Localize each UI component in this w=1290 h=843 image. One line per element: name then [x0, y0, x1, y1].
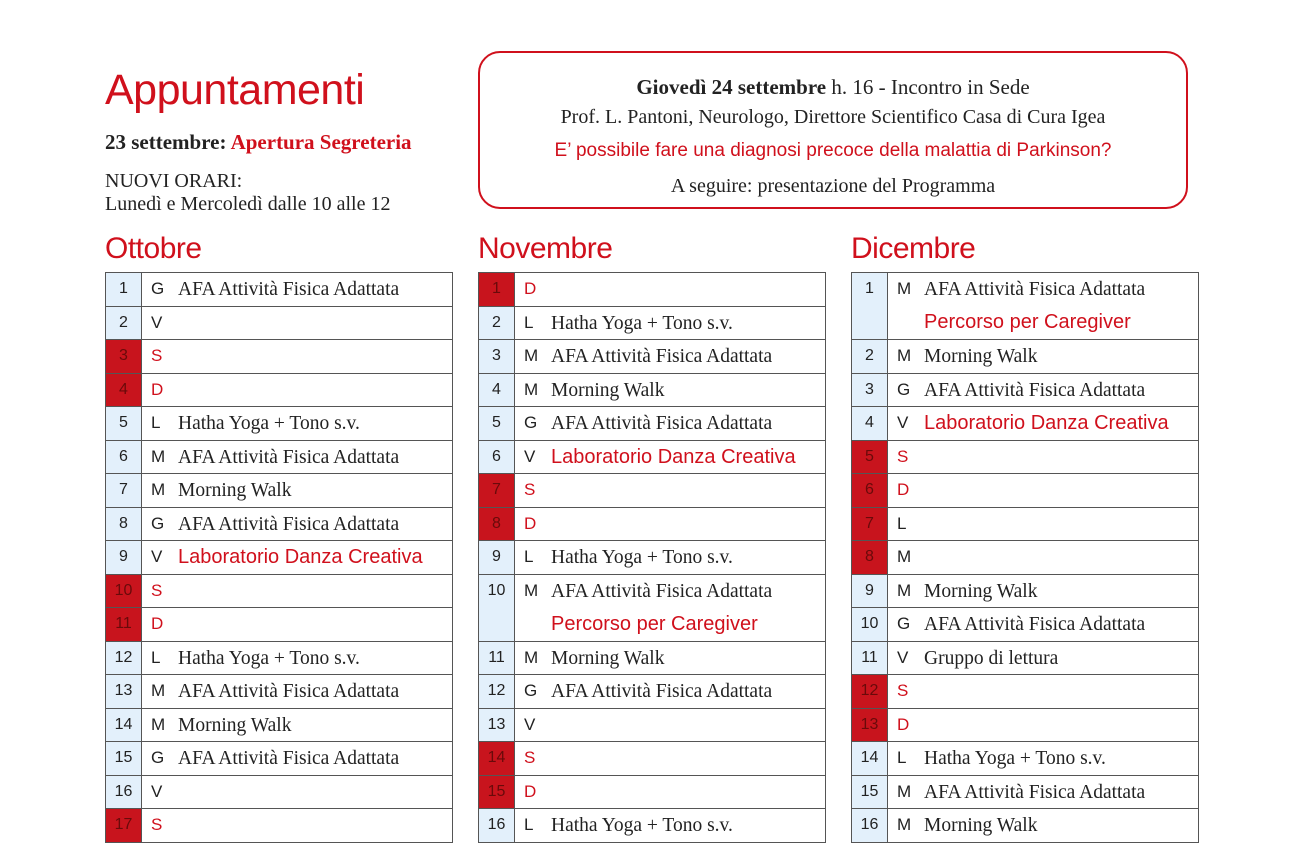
- day-cell: [888, 742, 1199, 775]
- weekday-letter: D: [151, 614, 164, 633]
- day-number: 4: [851, 407, 888, 440]
- day-cell: [515, 675, 826, 708]
- weekday-letter: M: [897, 781, 912, 801]
- weekday-letter: V: [524, 714, 536, 734]
- day-row: [105, 776, 453, 810]
- weekday-letter: D: [897, 714, 910, 734]
- day-cell: [515, 709, 826, 742]
- day-cell: [142, 541, 453, 574]
- day-number: 3: [851, 374, 888, 407]
- day-cell: [142, 642, 453, 675]
- weekday-letter: V: [151, 781, 163, 801]
- day-cell: [515, 407, 826, 440]
- activity-label: Morning Walk: [551, 647, 665, 669]
- day-row: [105, 709, 453, 743]
- weekday-letter: S: [151, 815, 163, 834]
- activity-label: AFA Attività Fisica Adattata: [924, 781, 1146, 803]
- day-cell: [142, 407, 453, 440]
- day-row: [851, 575, 1199, 609]
- day-number: 5: [478, 407, 515, 440]
- day-cell: [515, 508, 826, 541]
- activity-label: Morning Walk: [178, 714, 292, 736]
- activity-label: Laboratorio Danza Creativa: [551, 445, 796, 468]
- day-number: 17: [105, 809, 142, 842]
- day-number: 8: [478, 508, 515, 541]
- weekday-letter: S: [151, 580, 163, 600]
- day-row: [851, 709, 1199, 743]
- day-cell: [142, 675, 453, 708]
- day-number: 15: [851, 776, 888, 809]
- day-row: [478, 374, 826, 408]
- day-row: [851, 273, 1199, 340]
- day-number: 12: [851, 675, 888, 708]
- day-row: [478, 441, 826, 475]
- day-cell: [142, 340, 453, 373]
- weekday-letter: M: [151, 446, 166, 466]
- day-cell: [142, 709, 453, 742]
- day-row: [851, 508, 1199, 542]
- weekday-letter: M: [151, 480, 166, 499]
- weekday-letter: V: [897, 647, 909, 667]
- day-number: 9: [478, 541, 515, 574]
- weekday-letter: M: [524, 379, 539, 399]
- day-number: 1: [478, 273, 515, 306]
- page-title: Appuntamenti: [105, 66, 365, 114]
- day-cell: [888, 474, 1199, 507]
- day-row: [105, 675, 453, 709]
- weekday-letter: G: [151, 513, 165, 533]
- opening-line: [105, 130, 412, 155]
- day-row: [851, 441, 1199, 475]
- day-number: 3: [105, 340, 142, 373]
- activity-label: AFA Attività Fisica Adattata: [178, 681, 400, 702]
- weekday-letter: M: [897, 346, 912, 365]
- day-row: [105, 742, 453, 776]
- activity-label: AFA Attività Fisica Adattata: [178, 513, 400, 535]
- weekday-letter: M: [897, 547, 912, 566]
- day-cell: [515, 575, 826, 641]
- calendar-dicembre: [851, 272, 1199, 843]
- activity-label-secondary: Percorso per Caregiver: [924, 311, 1131, 333]
- weekday-letter: G: [524, 413, 538, 432]
- day-cell: [142, 441, 453, 474]
- day-cell: [888, 776, 1199, 809]
- weekday-letter: L: [897, 748, 907, 767]
- day-row: [478, 340, 826, 374]
- day-number: 14: [851, 742, 888, 775]
- day-cell: [515, 541, 826, 574]
- day-row: [478, 709, 826, 743]
- day-number: 13: [851, 709, 888, 742]
- day-cell: [515, 441, 826, 474]
- weekday-letter: V: [897, 413, 909, 432]
- day-number: 14: [478, 742, 515, 775]
- day-row: [105, 273, 453, 307]
- activity-label: Gruppo di lettura: [924, 647, 1059, 669]
- day-row: [851, 340, 1199, 374]
- day-number: 2: [851, 340, 888, 373]
- activity-label: Hatha Yoga + Tono s.v.: [178, 647, 360, 669]
- day-number: 13: [478, 709, 515, 742]
- day-cell: [888, 642, 1199, 675]
- activity-label: Morning Walk: [924, 346, 1038, 367]
- weekday-letter: V: [151, 547, 163, 566]
- day-cell: [142, 608, 453, 641]
- day-cell: [888, 541, 1199, 574]
- event-followup: A seguire: presentazione del Programma: [670, 175, 996, 197]
- weekday-letter: M: [524, 346, 539, 365]
- weekday-letter: V: [524, 446, 536, 466]
- day-cell: [142, 273, 453, 306]
- day-number: 9: [105, 541, 142, 574]
- day-number: 2: [478, 307, 515, 340]
- weekday-letter: M: [897, 815, 912, 834]
- activity-label-secondary: Percorso per Caregiver: [551, 612, 758, 635]
- day-number: 7: [478, 474, 515, 507]
- weekday-letter: M: [524, 580, 539, 600]
- weekday-letter: G: [151, 748, 165, 767]
- activity-label: Hatha Yoga + Tono s.v.: [551, 312, 733, 334]
- day-number: 14: [105, 709, 142, 742]
- day-row: [105, 642, 453, 676]
- day-number: 11: [478, 642, 515, 675]
- weekday-letter: D: [524, 279, 537, 298]
- weekday-letter: G: [524, 681, 538, 700]
- day-row: [105, 541, 453, 575]
- day-cell: [515, 273, 826, 306]
- weekday-letter: S: [897, 446, 909, 466]
- hours-label: NUOVI ORARI:: [105, 170, 243, 192]
- weekday-letter: D: [897, 480, 910, 499]
- day-cell: [142, 575, 453, 608]
- event-detail: h. 16 - Incontro in Sede: [826, 75, 1030, 99]
- day-number: 15: [105, 742, 142, 775]
- day-number: 4: [105, 374, 142, 407]
- weekday-letter: M: [151, 714, 166, 734]
- day-number: 6: [851, 474, 888, 507]
- event-when: [480, 75, 1186, 100]
- day-row: [105, 575, 453, 609]
- day-cell: [515, 642, 826, 675]
- day-row: [105, 307, 453, 341]
- day-number: 4: [478, 374, 515, 407]
- day-cell: [515, 340, 826, 373]
- event-topic: E’ possibile fare una diagnosi precoce della malattia di Parkinson?: [554, 140, 1112, 161]
- activity-label: Morning Walk: [924, 580, 1038, 602]
- activity-label: AFA Attività Fisica Adattata: [551, 580, 773, 602]
- day-row: [851, 642, 1199, 676]
- day-cell: [142, 776, 453, 809]
- weekday-letter: L: [151, 413, 161, 432]
- weekday-letter: L: [151, 647, 161, 667]
- day-row: [105, 407, 453, 441]
- activity-label: Laboratorio Danza Creativa: [924, 412, 1169, 434]
- day-row: [851, 675, 1199, 709]
- activity-label: Hatha Yoga + Tono s.v.: [178, 413, 360, 434]
- weekday-letter: M: [151, 681, 166, 700]
- weekday-letter: G: [897, 379, 911, 399]
- day-cell: [142, 508, 453, 541]
- day-row: [105, 441, 453, 475]
- day-number: 11: [851, 642, 888, 675]
- weekday-letter: D: [151, 379, 164, 399]
- weekday-letter: L: [524, 815, 534, 834]
- day-number: 8: [851, 541, 888, 574]
- day-row: [851, 474, 1199, 508]
- day-row: [478, 675, 826, 709]
- day-cell: [888, 608, 1199, 641]
- day-number: 16: [105, 776, 142, 809]
- weekday-letter: M: [897, 580, 912, 600]
- weekday-letter: S: [524, 480, 536, 499]
- day-number: 10: [478, 575, 515, 641]
- activity-label: AFA Attività Fisica Adattata: [924, 614, 1146, 635]
- day-number: 16: [851, 809, 888, 842]
- day-row: [478, 809, 826, 843]
- day-row: [851, 541, 1199, 575]
- day-row: [478, 508, 826, 542]
- day-row: [851, 776, 1199, 810]
- day-row: [105, 374, 453, 408]
- day-row: [478, 642, 826, 676]
- month-title-novembre: Novembre: [478, 232, 613, 265]
- day-number: 6: [105, 441, 142, 474]
- month-title-dicembre: Dicembre: [851, 232, 976, 265]
- activity-label: AFA Attività Fisica Adattata: [551, 346, 773, 367]
- activity-label: Hatha Yoga + Tono s.v.: [551, 815, 733, 836]
- day-number: 6: [478, 441, 515, 474]
- day-number: 15: [478, 776, 515, 809]
- weekday-letter: S: [897, 681, 909, 700]
- day-cell: [515, 307, 826, 340]
- weekday-letter: D: [524, 513, 537, 533]
- opening-event: Apertura Segreteria: [230, 130, 412, 154]
- day-row: [851, 608, 1199, 642]
- event-speaker: Prof. L. Pantoni, Neurologo, Direttore Scientifico Casa di Cura Igea: [560, 106, 1106, 128]
- day-number: 10: [105, 575, 142, 608]
- day-cell: [515, 742, 826, 775]
- day-row: [105, 508, 453, 542]
- day-number: 9: [851, 575, 888, 608]
- activity-label: Hatha Yoga + Tono s.v.: [551, 547, 733, 568]
- day-number: 8: [105, 508, 142, 541]
- day-cell: [888, 273, 1199, 339]
- weekday-letter: L: [524, 312, 534, 332]
- event-box: [478, 51, 1188, 209]
- day-row: [105, 809, 453, 843]
- day-cell: [888, 441, 1199, 474]
- day-number: 12: [478, 675, 515, 708]
- day-number: 3: [478, 340, 515, 373]
- day-cell: [515, 809, 826, 842]
- day-cell: [888, 508, 1199, 541]
- day-number: 2: [105, 307, 142, 340]
- calendar-ottobre: [105, 272, 453, 843]
- weekday-letter: V: [151, 312, 163, 332]
- day-cell: [142, 809, 453, 842]
- day-row: [478, 474, 826, 508]
- day-cell: [515, 776, 826, 809]
- activity-label: AFA Attività Fisica Adattata: [178, 279, 400, 300]
- day-row: [478, 307, 826, 341]
- day-number: 7: [851, 508, 888, 541]
- day-number: 5: [851, 441, 888, 474]
- day-number: 11: [105, 608, 142, 641]
- activity-label: Morning Walk: [551, 379, 665, 401]
- day-cell: [888, 374, 1199, 407]
- day-row: [851, 374, 1199, 408]
- hours-text: Lunedì e Mercoledì dalle 10 alle 12: [105, 193, 391, 215]
- day-row: [478, 742, 826, 776]
- weekday-letter: L: [897, 513, 907, 533]
- weekday-letter: G: [151, 279, 165, 298]
- day-cell: [888, 340, 1199, 373]
- activity-label: AFA Attività Fisica Adattata: [551, 413, 773, 434]
- day-row: [105, 340, 453, 374]
- day-number: 5: [105, 407, 142, 440]
- day-cell: [515, 374, 826, 407]
- calendar-novembre: [478, 272, 826, 843]
- day-row: [478, 575, 826, 642]
- event-date: Giovedì 24 settembre: [636, 75, 827, 99]
- day-number: 1: [105, 273, 142, 306]
- day-row: [478, 407, 826, 441]
- activity-label: Laboratorio Danza Creativa: [178, 546, 423, 568]
- day-cell: [515, 474, 826, 507]
- activity-label: AFA Attività Fisica Adattata: [178, 446, 400, 468]
- activity-label: Morning Walk: [178, 480, 292, 501]
- day-cell: [142, 742, 453, 775]
- month-title-ottobre: Ottobre: [105, 232, 202, 265]
- day-row: [851, 809, 1199, 843]
- weekday-letter: D: [524, 781, 537, 801]
- day-row: [851, 742, 1199, 776]
- weekday-letter: M: [524, 647, 539, 667]
- day-row: [478, 776, 826, 810]
- weekday-letter: S: [524, 748, 536, 767]
- day-cell: [888, 575, 1199, 608]
- day-cell: [888, 809, 1199, 842]
- day-number: 16: [478, 809, 515, 842]
- activity-label: Hatha Yoga + Tono s.v.: [924, 748, 1106, 769]
- activity-label: Morning Walk: [924, 815, 1038, 836]
- day-cell: [888, 675, 1199, 708]
- day-row: [478, 273, 826, 307]
- day-row: [105, 474, 453, 508]
- weekday-letter: M: [897, 279, 912, 298]
- day-cell: [888, 709, 1199, 742]
- activity-label: AFA Attività Fisica Adattata: [551, 681, 773, 702]
- day-cell: [142, 474, 453, 507]
- day-number: 7: [105, 474, 142, 507]
- day-row: [105, 608, 453, 642]
- opening-date: 23 settembre:: [105, 130, 227, 154]
- activity-label: AFA Attività Fisica Adattata: [924, 279, 1146, 300]
- day-number: 13: [105, 675, 142, 708]
- activity-label: AFA Attività Fisica Adattata: [924, 379, 1146, 401]
- weekday-letter: L: [524, 547, 534, 566]
- day-row: [851, 407, 1199, 441]
- day-number: 1: [851, 273, 888, 339]
- activity-label: AFA Attività Fisica Adattata: [178, 748, 400, 769]
- weekday-letter: S: [151, 346, 163, 365]
- day-number: 10: [851, 608, 888, 641]
- day-cell: [142, 307, 453, 340]
- day-row: [478, 541, 826, 575]
- weekday-letter: G: [897, 614, 911, 633]
- day-cell: [142, 374, 453, 407]
- day-number: 12: [105, 642, 142, 675]
- day-cell: [888, 407, 1199, 440]
